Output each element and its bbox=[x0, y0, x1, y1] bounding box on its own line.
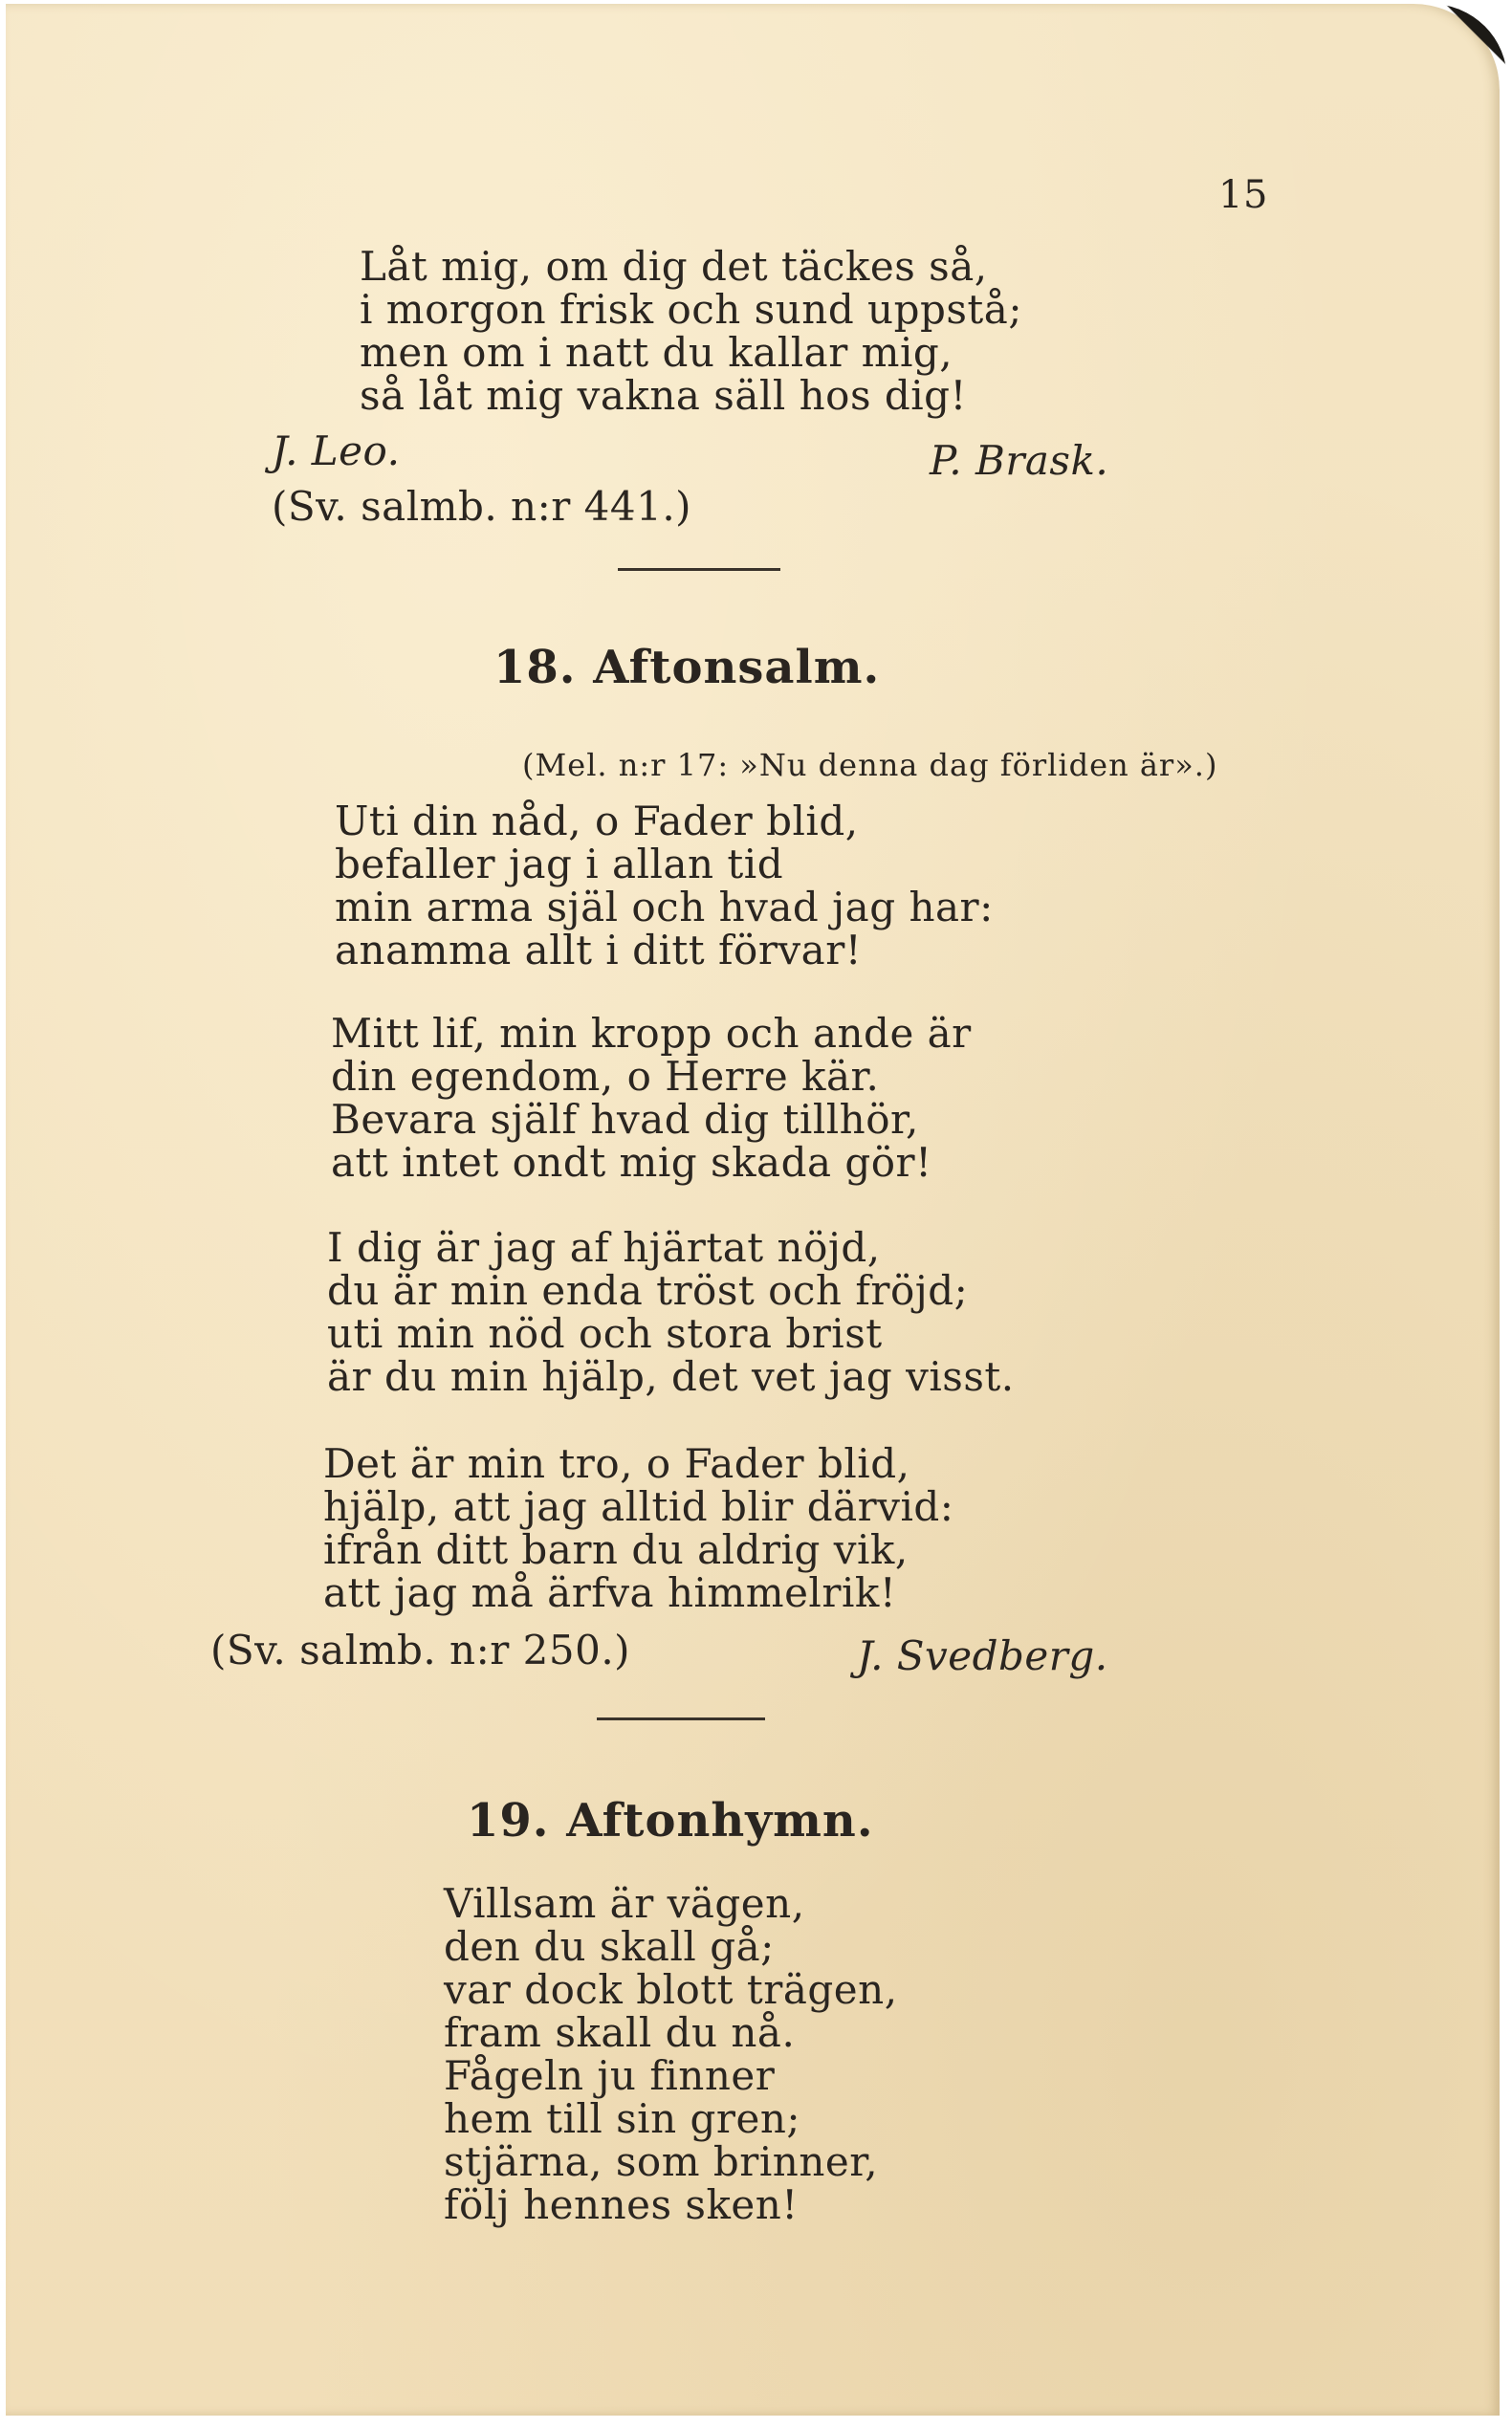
verse-line: Bevara själf hvad dig tillhör, bbox=[331, 1096, 919, 1143]
hymn-title: 19. Aftonhymn. bbox=[467, 1794, 874, 1848]
hymnal-reference: (Sv. salmb. n:r 250.) bbox=[210, 1627, 631, 1673]
author-right: P. Brask. bbox=[930, 437, 1109, 484]
verse-line: befaller jag i allan tid bbox=[335, 841, 784, 887]
verse-line: var dock blott trägen, bbox=[444, 1966, 898, 2013]
verse-line: Mitt lif, min kropp och ande är bbox=[331, 1010, 972, 1057]
verse-line: Det är min tro, o Fader blid, bbox=[323, 1440, 910, 1487]
verse-line: att intet ondt mig skada gör! bbox=[331, 1139, 932, 1186]
verse-line: du är min enda tröst och fröjd; bbox=[327, 1267, 969, 1314]
verse-line: hem till sin gren; bbox=[444, 2095, 801, 2142]
stanza-3 bbox=[327, 1226, 1015, 1398]
stanza-1 bbox=[335, 799, 994, 972]
hymn-title: 18. Aftonsalm. bbox=[493, 641, 881, 694]
verse-line: så låt mig vakna säll hos dig! bbox=[360, 372, 967, 419]
book-page bbox=[6, 4, 1500, 2416]
verse-line: I dig är jag af hjärtat nöjd, bbox=[327, 1224, 881, 1271]
hymn-author: J. Svedberg. bbox=[857, 1632, 1108, 1679]
verse-line: Fågeln ju finner bbox=[444, 2052, 776, 2099]
divider-rule bbox=[597, 1717, 765, 1720]
verse-line: Villsam är vägen, bbox=[444, 1880, 805, 1927]
verse-line: den du skall gå; bbox=[444, 1923, 775, 1970]
stanza-4 bbox=[323, 1442, 953, 1614]
hymn-end-stanza bbox=[360, 245, 1022, 417]
verse-line: min arma själ och hvad jag har: bbox=[335, 884, 994, 930]
verse-line: uti min nöd och stora brist bbox=[327, 1310, 883, 1357]
verse-line: stjärna, som brinner, bbox=[444, 2138, 879, 2185]
verse-line: är du min hjälp, det vet jag visst. bbox=[327, 1353, 1015, 1400]
divider-rule bbox=[618, 568, 780, 571]
verse-line: i morgon frisk och sund uppstå; bbox=[360, 286, 1022, 333]
author-left: J. Leo. bbox=[272, 427, 401, 474]
hymnal-reference: (Sv. salmb. n:r 441.) bbox=[272, 483, 692, 530]
verse-line: ifrån ditt barn du aldrig vik, bbox=[323, 1526, 909, 1573]
page-number: 15 bbox=[1218, 173, 1268, 217]
verse-line: följ hennes sken! bbox=[444, 2181, 799, 2228]
stanza-2 bbox=[331, 1012, 972, 1184]
hymn19-stanza bbox=[444, 1882, 898, 2226]
verse-line: att jag må ärfva himmelrik! bbox=[323, 1569, 897, 1616]
verse-line: anamma allt i ditt förvar! bbox=[335, 927, 863, 973]
verse-line: hjälp, att jag alltid blir därvid: bbox=[323, 1483, 954, 1530]
verse-line: men om i natt du kallar mig, bbox=[360, 329, 953, 376]
verse-line: din egendom, o Herre kär. bbox=[331, 1053, 880, 1100]
verse-line: fram skall du nå. bbox=[444, 2009, 796, 2056]
verse-line: Uti din nåd, o Fader blid, bbox=[335, 798, 859, 844]
melody-reference: (Mel. n:r 17: »Nu denna dag förliden är».) bbox=[522, 747, 1218, 783]
page-corner-shadow bbox=[1431, 4, 1507, 80]
verse-line: Låt mig, om dig det täckes så, bbox=[360, 243, 988, 290]
